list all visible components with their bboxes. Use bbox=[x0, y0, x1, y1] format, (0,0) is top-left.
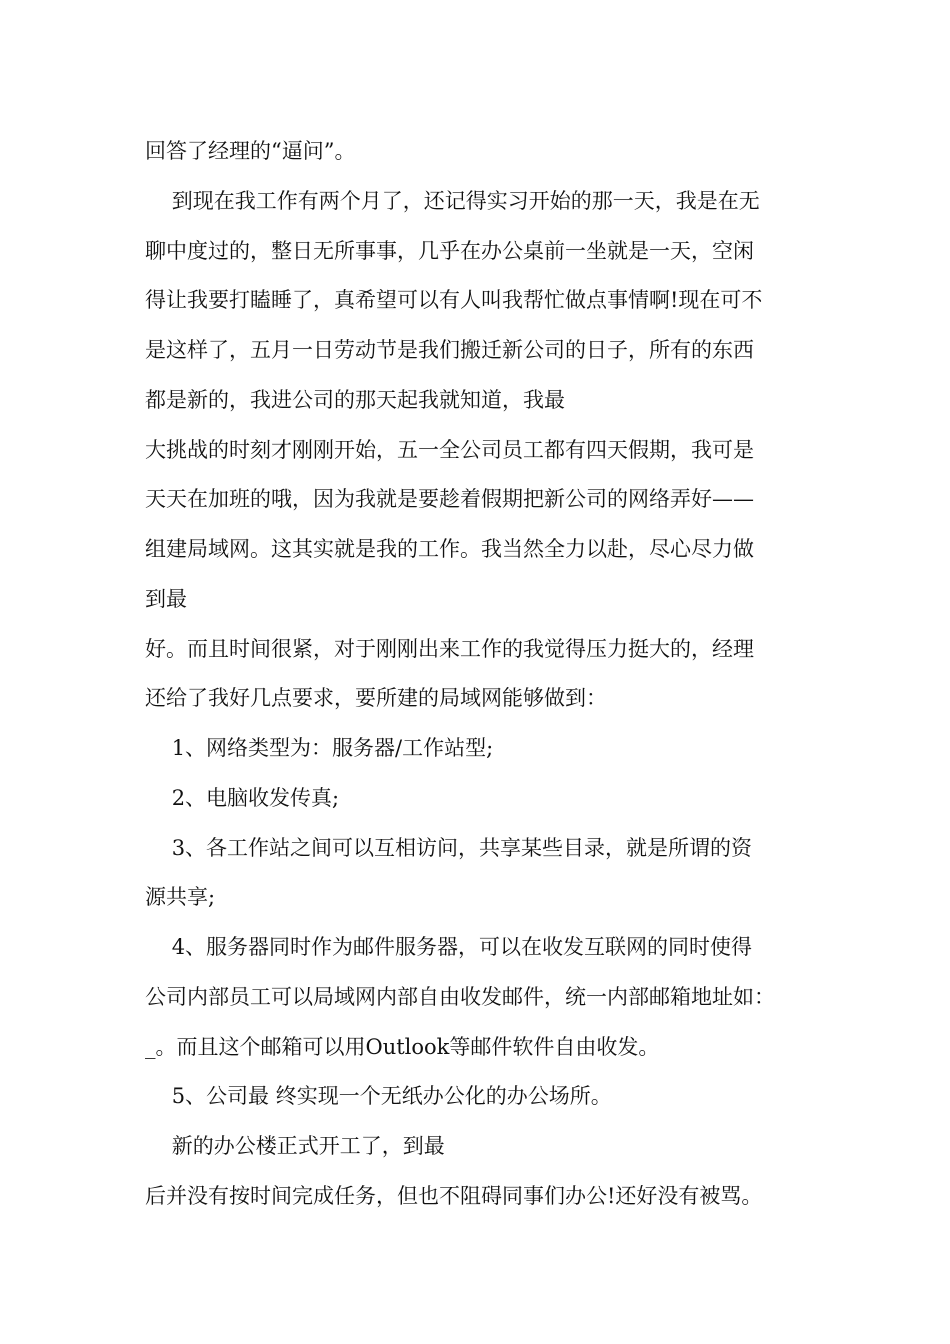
text-line: 还给了我好几点要求，要所建的局域网能够做到： bbox=[145, 686, 607, 710]
list-item: 2、电脑收发传真; bbox=[145, 786, 340, 810]
text-line: 新的办公楼正式开工了，到最 bbox=[145, 1134, 445, 1158]
text-line: 是这样了，五月一日劳动节是我们搬迁新公司的日子，所有的东西 bbox=[145, 338, 754, 362]
list-item: 4、服务器同时作为邮件服务器，可以在收发互联网的同时使得 bbox=[145, 935, 753, 959]
text-line: 源共享; bbox=[145, 885, 216, 909]
list-item: 3、各工作站之间可以互相访问，共享某些目录，就是所谓的资 bbox=[145, 836, 753, 860]
list-item: 5、公司最 终实现一个无纸办公化的办公场所。 bbox=[145, 1084, 612, 1108]
text-line: 公司内部员工可以局域网内部自由收发邮件，统一内部邮箱地址如： bbox=[145, 985, 775, 1009]
text-line: 都是新的，我进公司的那天起我就知道，我最 bbox=[145, 388, 565, 412]
text-line: 回答了经理的“逼问”。 bbox=[145, 139, 356, 163]
text-line: 到最 bbox=[145, 587, 187, 611]
text-line: 好。而且时间很紧，对于刚刚出来工作的我觉得压力挺大的，经理 bbox=[145, 637, 754, 661]
text-line: 聊中度过的，整日无所事事，几乎在办公桌前一坐就是一天，空闲 bbox=[145, 239, 754, 263]
text-line: 组建局域网。这其实就是我的工作。我当然全力以赴，尽心尽力做 bbox=[145, 537, 754, 561]
text-line: _。而且这个邮箱可以用Outlook等邮件软件自由收发。 bbox=[145, 1035, 660, 1059]
text-line: 大挑战的时刻才刚刚开始，五一全公司员工都有四天假期，我可是 bbox=[145, 438, 754, 462]
list-item: 1、网络类型为：服务器/工作站型; bbox=[145, 736, 494, 760]
text-line: 到现在我工作有两个月了，还记得实习开始的那一天，我是在无 bbox=[145, 189, 760, 213]
text-line: 后并没有按时间完成任务，但也不阻碍同事们办公!还好没有被骂。 bbox=[145, 1184, 763, 1208]
text-line: 天天在加班的哦，因为我就是要趁着假期把新公司的网络弄好—— bbox=[145, 487, 754, 511]
text-line: 得让我要打瞌睡了，真希望可以有人叫我帮忙做点事情啊!现在可不 bbox=[145, 288, 763, 312]
